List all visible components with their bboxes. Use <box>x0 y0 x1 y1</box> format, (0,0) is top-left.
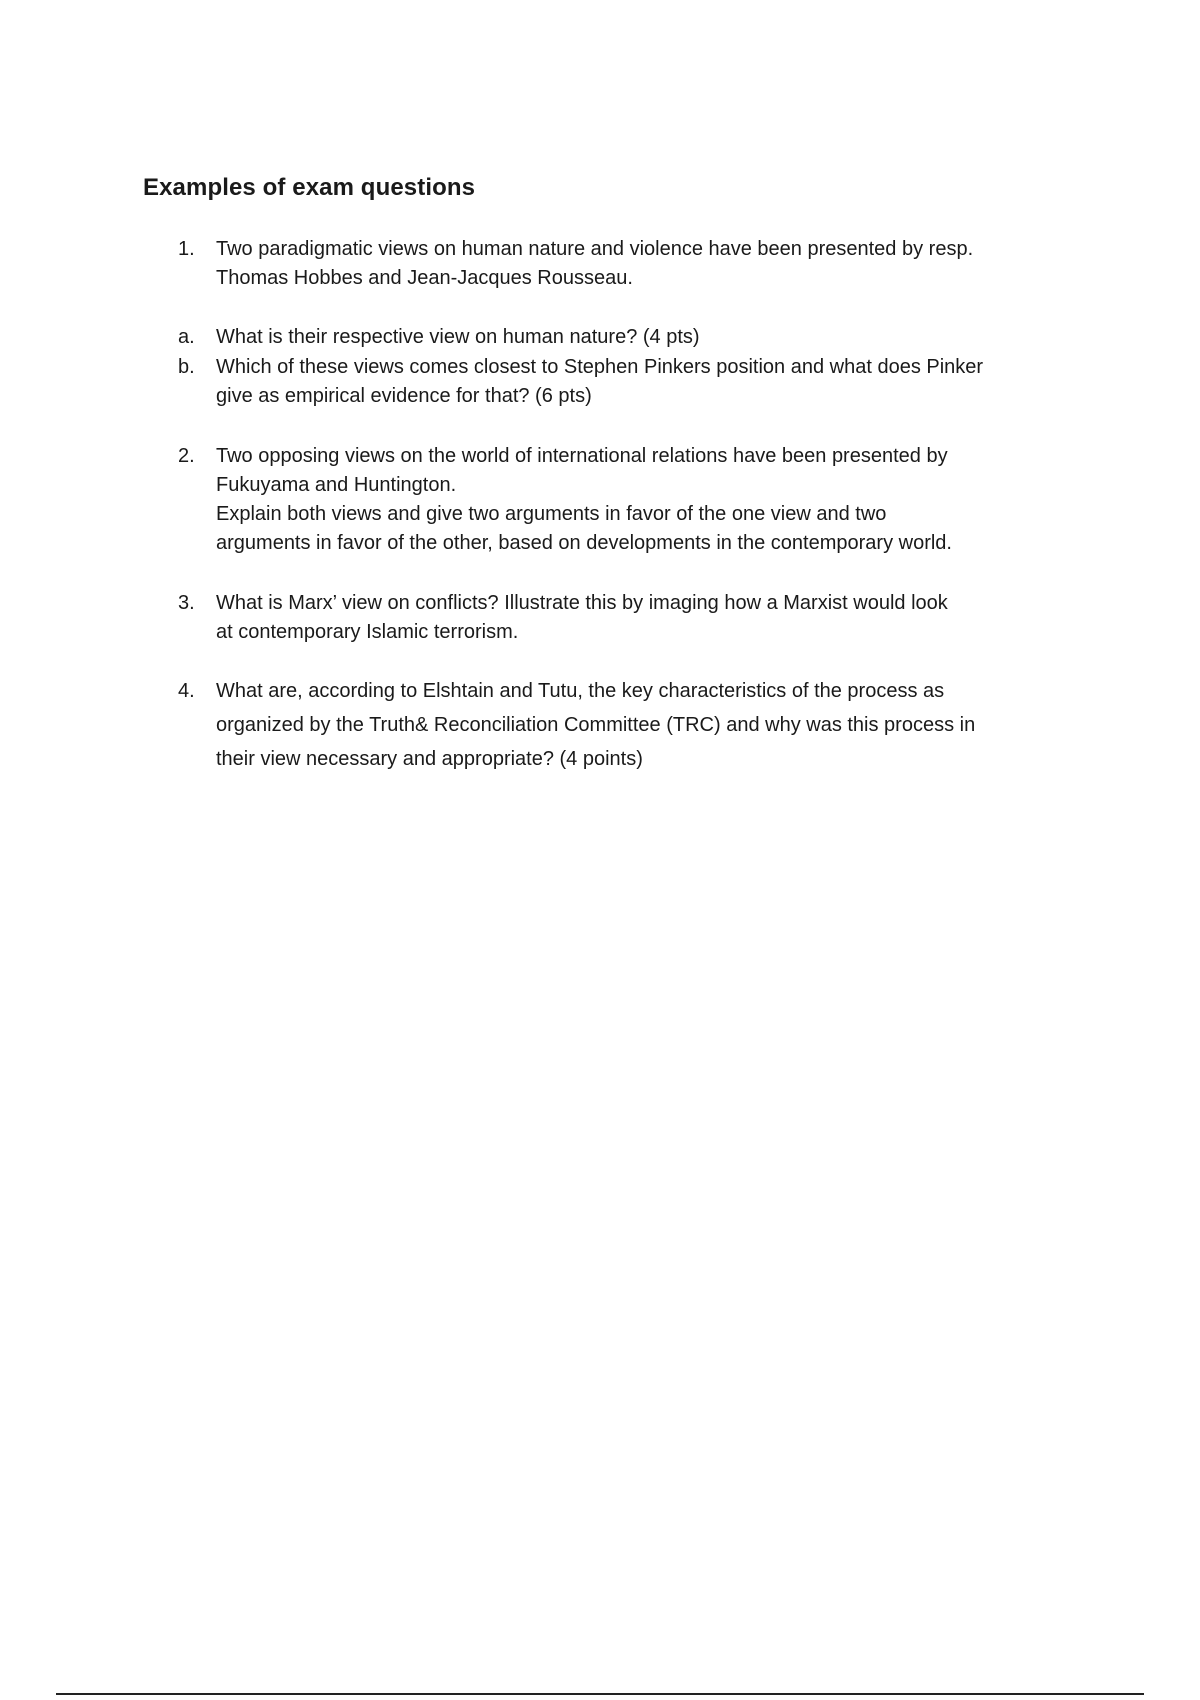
question-line: at contemporary Islamic terrorism. <box>216 621 519 643</box>
sub-question-b <box>178 353 1078 411</box>
question-line: Fukuyama and Huntington. <box>216 474 457 496</box>
question-number: a. <box>178 326 195 348</box>
question-number: 4. <box>178 680 195 702</box>
question-text <box>216 674 1076 776</box>
question-number: 2. <box>178 445 195 467</box>
page-bottom-rule <box>56 1693 1144 1695</box>
question-line: their view necessary and appropriate? (4 points) <box>216 748 643 770</box>
question-line: What is their respective view on human nature? (4 pts) <box>216 326 700 348</box>
question-text <box>216 235 1076 293</box>
question-line: What is Marx’ view on conflicts? Illustrate this by imaging how a Marxist would look <box>216 592 948 614</box>
question-line: Thomas Hobbes and Jean-Jacques Rousseau. <box>216 267 633 289</box>
question-3 <box>178 589 1078 647</box>
question-4 <box>178 674 1078 776</box>
sub-question-a <box>178 323 1078 352</box>
question-1 <box>178 235 1078 293</box>
question-text <box>216 442 1076 558</box>
question-line: What are, according to Elshtain and Tutu, the key characteristics of the process as <box>216 680 945 702</box>
question-line: organized by the Truth& Reconciliation Committee (TRC) and why was this process in <box>216 714 976 736</box>
question-line: arguments in favor of the other, based on developments in the contemporary world. <box>216 532 952 554</box>
question-line: Which of these views comes closest to Stephen Pinkers position and what does Pinker <box>216 356 984 378</box>
question-line: Two paradigmatic views on human nature and violence have been presented by resp. <box>216 238 974 260</box>
question-line: give as empirical evidence for that? (6 pts) <box>216 385 592 407</box>
question-2 <box>178 442 1078 558</box>
question-text <box>216 353 1076 411</box>
question-line: Explain both views and give two arguments in favor of the one view and two <box>216 503 887 525</box>
question-line: Two opposing views on the world of international relations have been presented by <box>216 445 948 467</box>
question-number: b. <box>178 356 195 378</box>
question-text <box>216 589 1076 647</box>
question-number: 3. <box>178 592 195 614</box>
question-text <box>216 323 1076 352</box>
question-number: 1. <box>178 238 195 260</box>
page-title: Examples of exam questions <box>143 174 476 201</box>
